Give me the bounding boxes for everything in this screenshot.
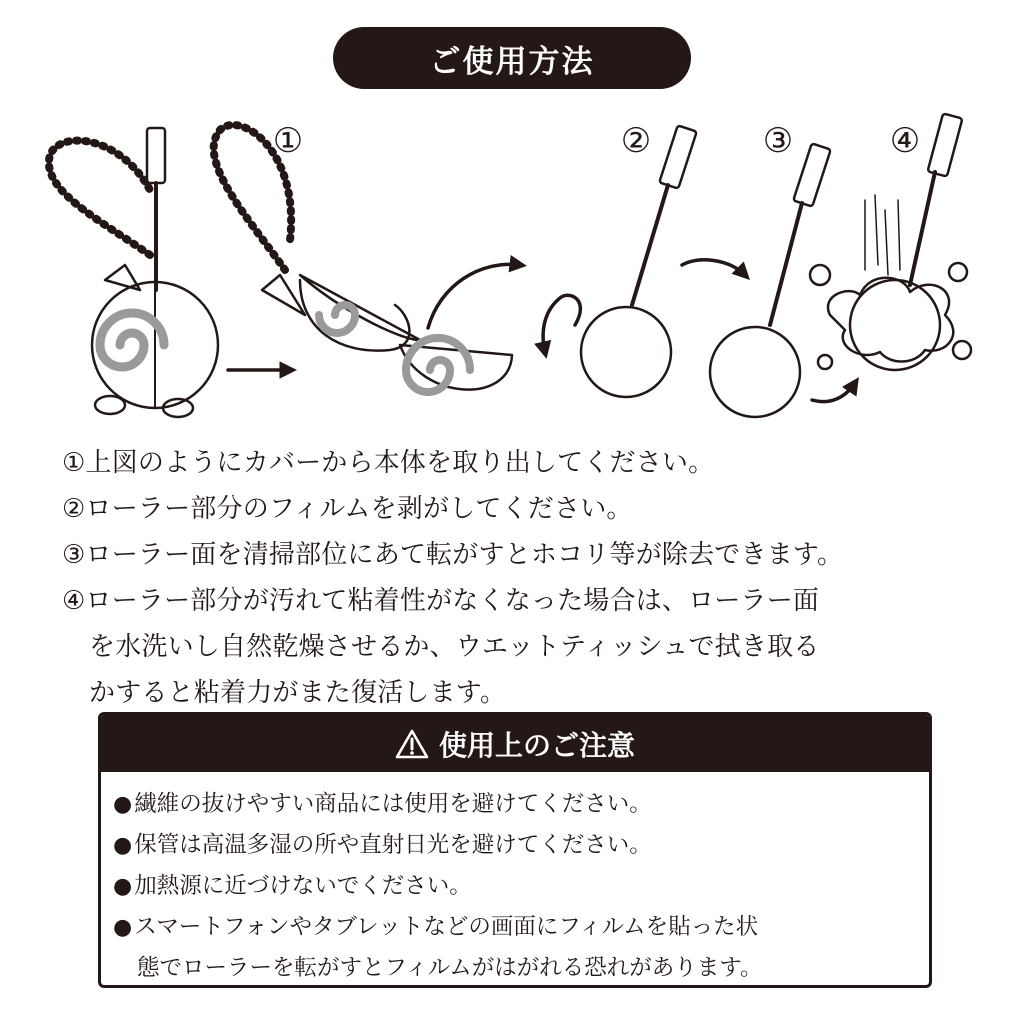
caution-list	[101, 772, 929, 988]
caution-box	[98, 712, 932, 988]
step-marker-3: ③	[762, 121, 794, 161]
opened-cover	[214, 125, 512, 392]
step-marker-1: ①	[272, 121, 304, 161]
caution-header	[101, 715, 929, 772]
bullet-icon: ●	[113, 874, 133, 899]
step-4-line-3: かすると粘着力がまた復活します。	[89, 678, 507, 708]
section-title: ご使用方法	[333, 27, 691, 89]
step-4-line-2: を水洗いし自然乾燥させるか、ウエットティッシュで拭き取る	[89, 632, 820, 662]
step-2: ②ローラー部分のフィルムを剥がしてください。	[62, 494, 633, 524]
caution-item-4-line-2: 態でローラーを転がすとフィルムがはがれる恐れがあります。	[137, 955, 763, 981]
caution-item: ●繊維の抜けやすい商品には使用を避けてください。	[113, 791, 652, 817]
step-marker-4: ④	[889, 121, 921, 161]
step-marker-2: ②	[620, 121, 652, 161]
roller-in-cover	[49, 128, 218, 417]
usage-illustration	[0, 100, 1024, 430]
caution-item: ●保管は高温多湿の所や直射日光を避けてください。	[113, 832, 652, 858]
step-1: ①上図のようにカバーから本体を取り出してください。	[62, 448, 715, 478]
step-4: ④ローラー部分が汚れて粘着性がなくなった場合は、ローラー面 を水洗いし自然乾燥させるか、ウエットティッシュで拭き取る かすると粘着力がまた復活します。	[62, 578, 1002, 716]
bullet-icon: ●	[113, 915, 133, 940]
bullet-icon: ●	[113, 792, 133, 817]
caution-item: ●加熱源に近づけないでください。	[113, 873, 472, 899]
roller-step-2	[581, 125, 697, 397]
warning-icon	[395, 729, 429, 759]
bullet-icon: ●	[113, 833, 133, 858]
caution-item: ●スマートフォンやタブレットなどの画面にフィルムを貼った状 態でローラーを転がすとフィルムがはがれる恐れがあります。	[113, 907, 929, 988]
caution-heading: 使用上のご注意	[438, 728, 635, 762]
step-3: ③ローラー面を清掃部位にあて転がすとホコリ等が除去できます。	[62, 540, 844, 570]
usage-steps	[62, 440, 1002, 716]
